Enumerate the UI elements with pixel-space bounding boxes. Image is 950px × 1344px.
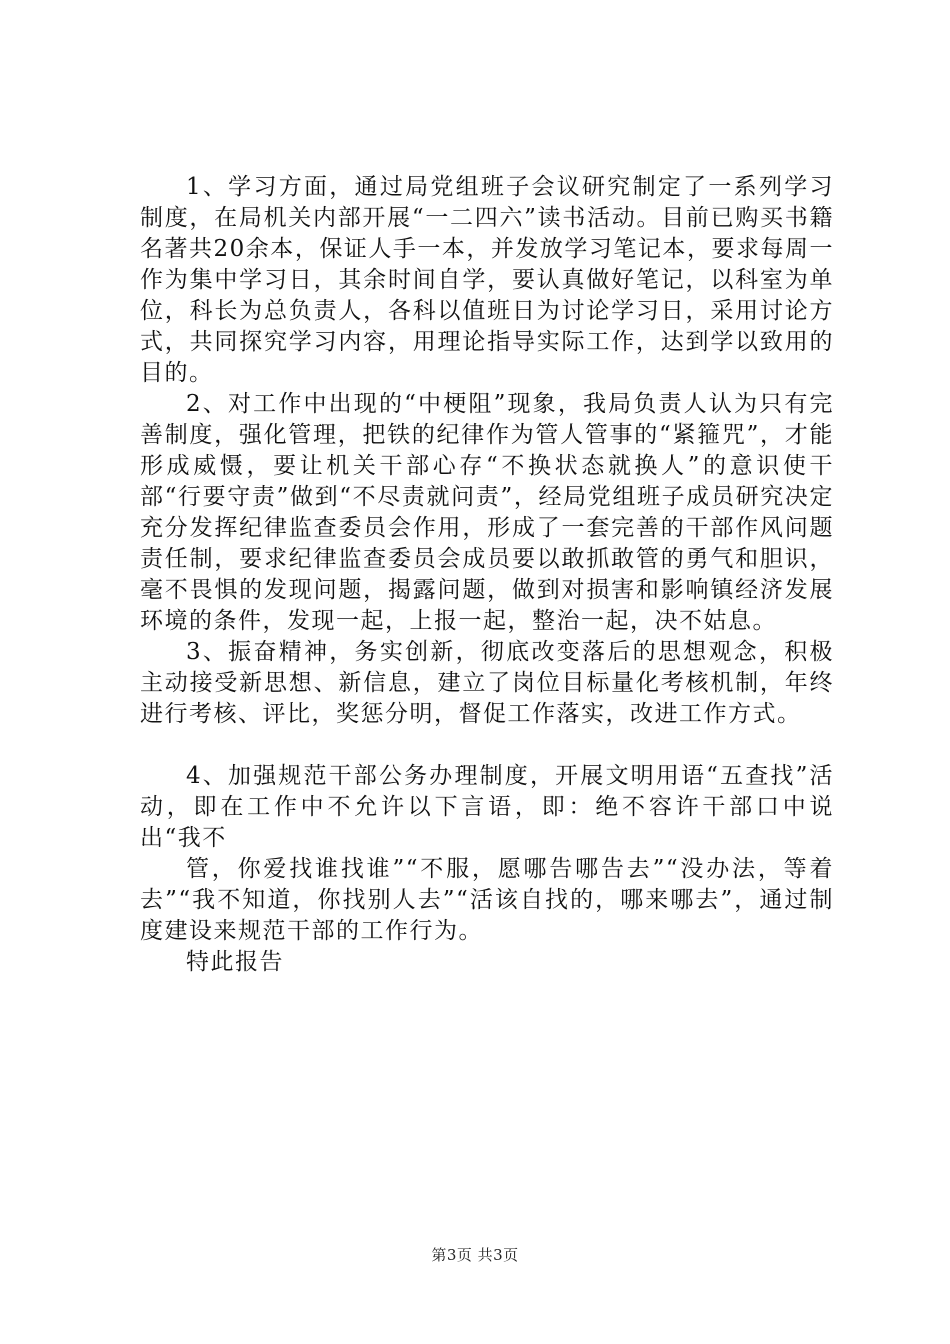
paragraph-4-continued: 管，你爱找谁找谁”“不服，愿哪告哪告去”“没办法，等着去”“我不知道，你找别人去”“活该自找的，哪来哪去”，通过制度建设来规范干部的工作行为。 xyxy=(140,856,834,944)
document-body xyxy=(140,172,834,978)
paragraph-3: 3、振奋精神，务实创新，彻底改变落后的思想观念，积极主动接受新思想、新信息，建立了岗位目标量化考核机制，年终进行考核、评比，奖惩分明，督促工作落实，改进工作方式。 xyxy=(140,639,834,727)
page-footer: 第3页 共3页 xyxy=(431,1246,519,1264)
paragraph-4: 4、加强规范干部公务办理制度，开展文明用语“五查找”活动，即在工作中不允许以下言语，即：绝不容许干部口中说出“我不 xyxy=(140,763,834,851)
closing-line: 特此报告 xyxy=(186,949,284,975)
paragraph-2: 2、对工作中出现的“中梗阻”现象，我局负责人认为只有完善制度，强化管理，把铁的纪律作为管人管事的“紧箍咒”，才能形成威慑，要让机关干部心存“不换状态就换人”的意识使干部“行要守责”做到“不尽责就问责”，经局党组班子成员研究决定充分发挥纪律监查委员会作用，形成了一套完善的干部作风问题责任制，要求纪律监查委员会成员要以敢抓敢管的勇气和胆识，毫不畏惧的发现问题，揭露问题，做到对损害和影响镇经济发展环境的条件，发现一起，上报一起，整治一起，决不姑息。 xyxy=(140,391,834,634)
paragraph-1: 1、学习方面，通过局党组班子会议研究制定了一系列学习制度，在局机关内部开展“一二四六”读书活动。目前已购买书籍名著共20余本，保证人手一本，并发放学习笔记本，要求每周一作为集中学习日，其余时间自学，要认真做好笔记，以科室为单位，科长为总负责人，各科以值班日为讨论学习日，采用讨论方式，共同探究学习内容，用理论指导实际工作，达到学以致用的目的。 xyxy=(140,174,834,386)
